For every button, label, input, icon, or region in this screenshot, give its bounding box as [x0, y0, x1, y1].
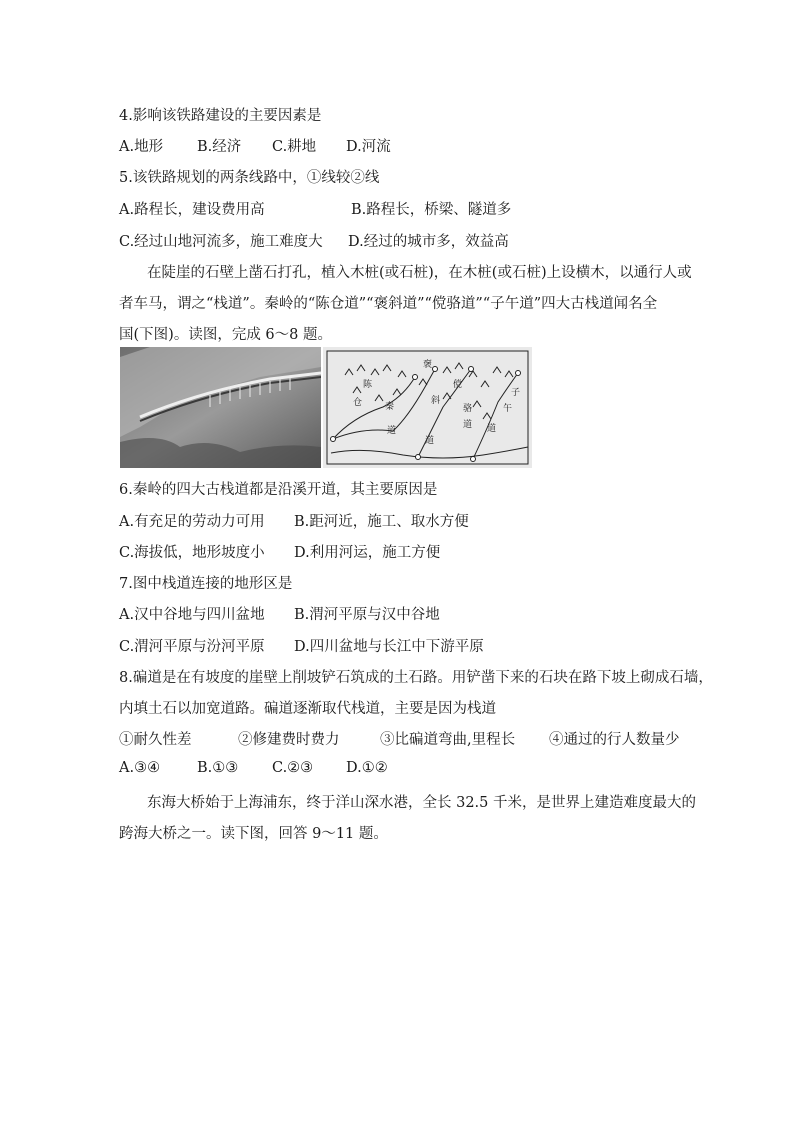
q7-option-a: A.汉中谷地与四川盆地: [119, 607, 265, 623]
map-sketch: [323, 347, 532, 468]
q6-option-b: B.距河近，施工、取水方便: [294, 514, 469, 530]
passage-1-line-1: 在陡崖的石壁上凿石打孔，植入木桩(或石桩)，在木桩(或石桩)上设横木，以通行人或: [147, 265, 692, 281]
map-label-chen: 陈: [363, 380, 373, 390]
passage-2-line-1: 东海大桥始于上海浦东，终于洋山深水港，全长 32.5 千米，是世界上建造难度最大的: [147, 795, 697, 811]
q8-option-d: D.①②: [346, 760, 388, 776]
question-8-stem-line-2: 内填土石以加宽道路。碥道逐渐取代栈道，主要是因为栈道: [119, 701, 496, 717]
q5-option-d: D.经过的城市多，效益高: [348, 234, 509, 250]
q6-option-a: A.有充足的劳动力可用: [119, 514, 265, 530]
q7-option-d: D.四川盆地与长江中下游平原: [294, 639, 484, 655]
map-label-qin: 秦: [385, 402, 395, 412]
question-4-stem: 4.影响该铁路建设的主要因素是: [119, 108, 322, 124]
map-label-dao-2: 道: [487, 424, 497, 434]
q5-option-a: A.路程长，建设费用高: [119, 202, 265, 218]
q7-option-b: B.渭河平原与汉中谷地: [294, 607, 440, 623]
q8-option-a: A.③④: [119, 760, 161, 776]
plank-road-photo: [120, 347, 321, 468]
q8-option-c: C.②③: [272, 760, 314, 776]
q4-option-a: A.地形: [119, 139, 164, 155]
passage-1-line-2: 者车马，谓之“栈道”。秦岭的“陈仓道”“褒斜道”“傥骆道”“子午道”四大古栈道闻名全: [119, 296, 658, 312]
q8-statement-2: ②修建费时费力: [238, 732, 340, 748]
map-label-xie: 斜: [431, 396, 441, 406]
q7-option-c: C.渭河平原与汾河平原: [119, 639, 265, 655]
q8-option-b: B.①③: [197, 760, 239, 776]
q8-statement-3: ③比碥道弯曲,里程长: [380, 732, 516, 748]
q8-statement-4: ④通过的行人数量少: [549, 732, 680, 748]
q5-option-b: B.路程长，桥梁、隧道多: [351, 202, 512, 218]
question-8-stem-line-1: 8.碥道是在有坡度的崖壁上削坡铲石筑成的土石路。用铲凿下来的石块在路下坡上砌成石墙，: [119, 670, 713, 686]
map-label-bao: 褒: [423, 360, 433, 370]
q8-statement-1: ①耐久性差: [119, 732, 192, 748]
map-label-tang: 傥: [453, 380, 463, 390]
map-label-cang: 仓: [353, 398, 363, 408]
map-label-wu: 午: [503, 404, 513, 414]
q6-option-c: C.海拔低，地形坡度小: [119, 545, 265, 561]
cliff-illustration: [120, 347, 321, 468]
q4-option-c: C.耕地: [272, 139, 317, 155]
map-label-luo: 骆: [463, 404, 473, 414]
map-label-dao-4: 道: [387, 426, 397, 436]
question-7-stem: 7.图中栈道连接的地形区是: [119, 576, 293, 592]
map-label-zi: 子: [511, 388, 521, 398]
map-label-dao-1: 道: [463, 420, 473, 430]
plank-roads-map: [323, 347, 532, 468]
passage-2-line-2: 跨海大桥之一。读下图，回答 9～11 题。: [119, 826, 388, 842]
question-5-stem: 5.该铁路规划的两条线路中，①线较②线: [119, 170, 380, 186]
map-label-dao-3: 道: [425, 436, 435, 446]
q4-option-b: B.经济: [197, 139, 242, 155]
question-6-stem: 6.秦岭的四大古栈道都是沿溪开道，其主要原因是: [119, 482, 438, 498]
q4-option-d: D.河流: [346, 139, 391, 155]
passage-1-line-3: 国(下图)。读图，完成 6～8 题。: [119, 327, 332, 343]
q6-option-d: D.利用河运，施工方便: [294, 545, 441, 561]
q5-option-c: C.经过山地河流多，施工难度大: [119, 234, 323, 250]
